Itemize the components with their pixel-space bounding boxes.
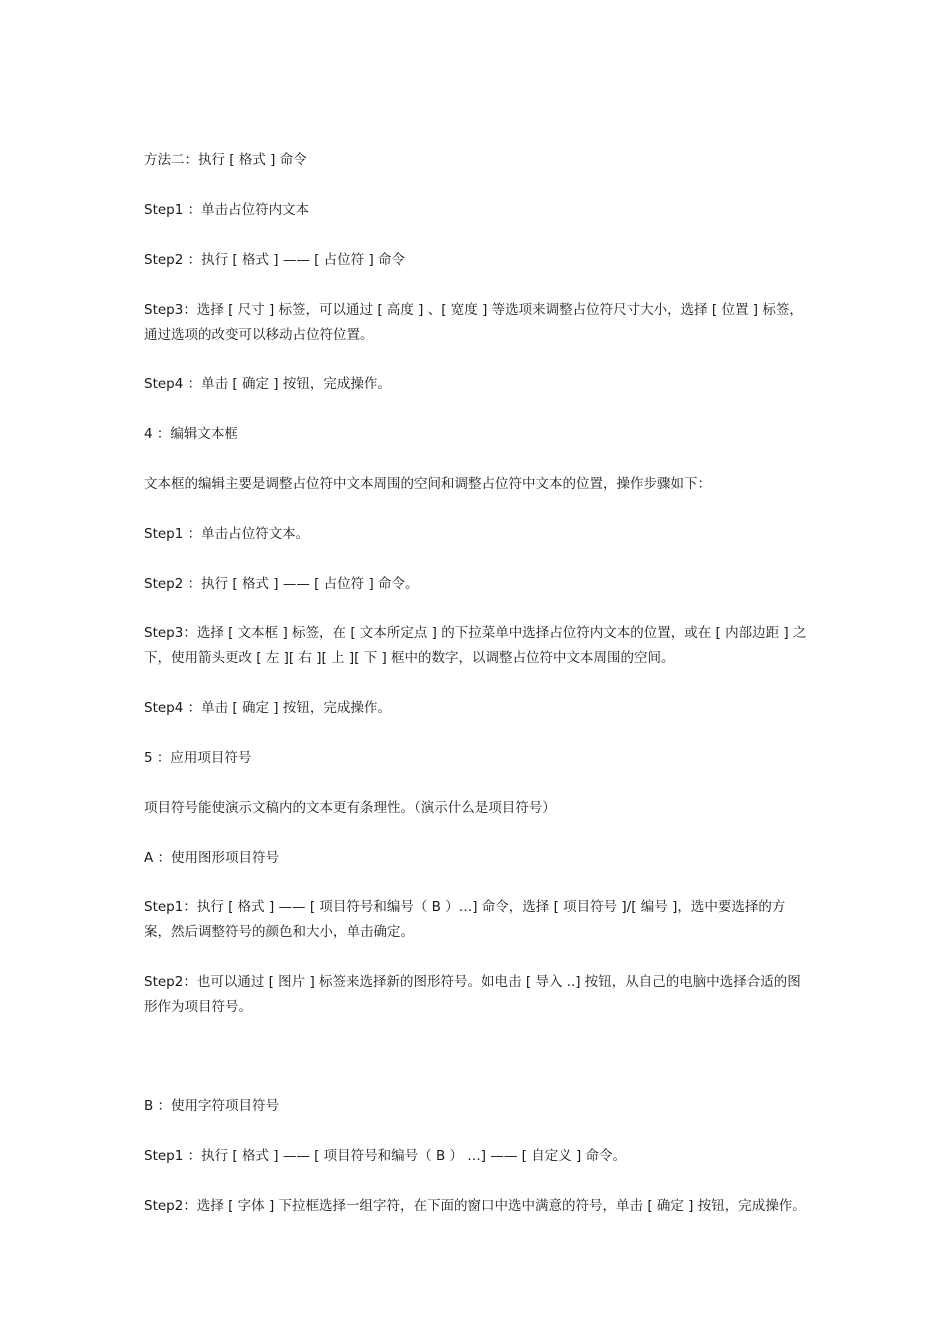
- step4-paragraph: Step4 ：单击 [ 确定 ] 按钮，完成操作。: [144, 376, 391, 392]
- step2-paragraph: Step2：选择 [ 字体 ] 下拉框选择一组字符，在下面的窗口中选中满意的符号，单击 [ 确定 ] 按钮，完成操作。: [144, 1198, 806, 1214]
- step2-paragraph: Step2：也可以通过 [ 图片 ] 标签来选择新的图形符号。如电击 [ 导入 ..] 按钮，从自己的电脑中选择合适的图形作为项目符号。: [144, 974, 801, 1015]
- step3-paragraph: Step3：选择 [ 文本框 ] 标签，在 [ 文本所定点 ] 的下拉菜单中选择占位符内文本的位置，或在 [ 内部边距 ] 之下，使用箭头更改 [ 左 ][ 右 ][ 上 ][ 下 ] 框中的数字，以调整占位符中文本周围的空间。: [144, 625, 807, 666]
- step2-paragraph: Step2 ：执行 [ 格式 ] —— [ 占位符 ] 命令: [144, 252, 406, 268]
- subsection-b-heading: B ：使用字符项目符号: [144, 1098, 280, 1114]
- step1-paragraph: Step1 ：单击占位符文本。: [144, 526, 310, 542]
- step2-paragraph: Step2 ：执行 [ 格式 ] —— [ 占位符 ] 命令。: [144, 576, 419, 592]
- step1-paragraph: Step1：执行 [ 格式 ] —— [ 项目符号和编号（ B ）…] 命令，选择 [ 项目符号 ]/[ 编号 ]，选中要选择的方案，然后调整符号的颜色和大小，单击确定。: [144, 899, 786, 940]
- bullets-intro-paragraph: 项目符号能使演示文稿内的文本更有条理性。（演示什么是项目符号）: [144, 800, 556, 816]
- textbox-intro-paragraph: 文本框的编辑主要是调整占位符中文本周围的空间和调整占位符中文本的位置，操作步骤如下：: [144, 476, 711, 492]
- step3-paragraph: Step3：选择 [ 尺寸 ] 标签，可以通过 [ 高度 ] 、[ 宽度 ] 等选项来调整占位符尺寸大小，选择 [ 位置 ] 标签，通过选项的改变可以移动占位符位置。: [144, 302, 803, 343]
- method-two-heading: 方法二：执行 [ 格式 ] 命令: [144, 152, 307, 168]
- step1-paragraph: Step1 ：单击占位符内文本: [144, 202, 310, 218]
- step4-paragraph: Step4 ：单击 [ 确定 ] 按钮，完成操作。: [144, 700, 391, 716]
- subsection-a-heading: A ：使用图形项目符号: [144, 850, 280, 866]
- section-4-heading: 4 ：编辑文本框: [144, 426, 238, 442]
- section-5-heading: 5 ：应用项目符号: [144, 750, 252, 766]
- step1-paragraph: Step1 ：执行 [ 格式 ] —— [ 项目符号和编号（ B ） …] —— [ 自定义 ] 命令。: [144, 1148, 627, 1164]
